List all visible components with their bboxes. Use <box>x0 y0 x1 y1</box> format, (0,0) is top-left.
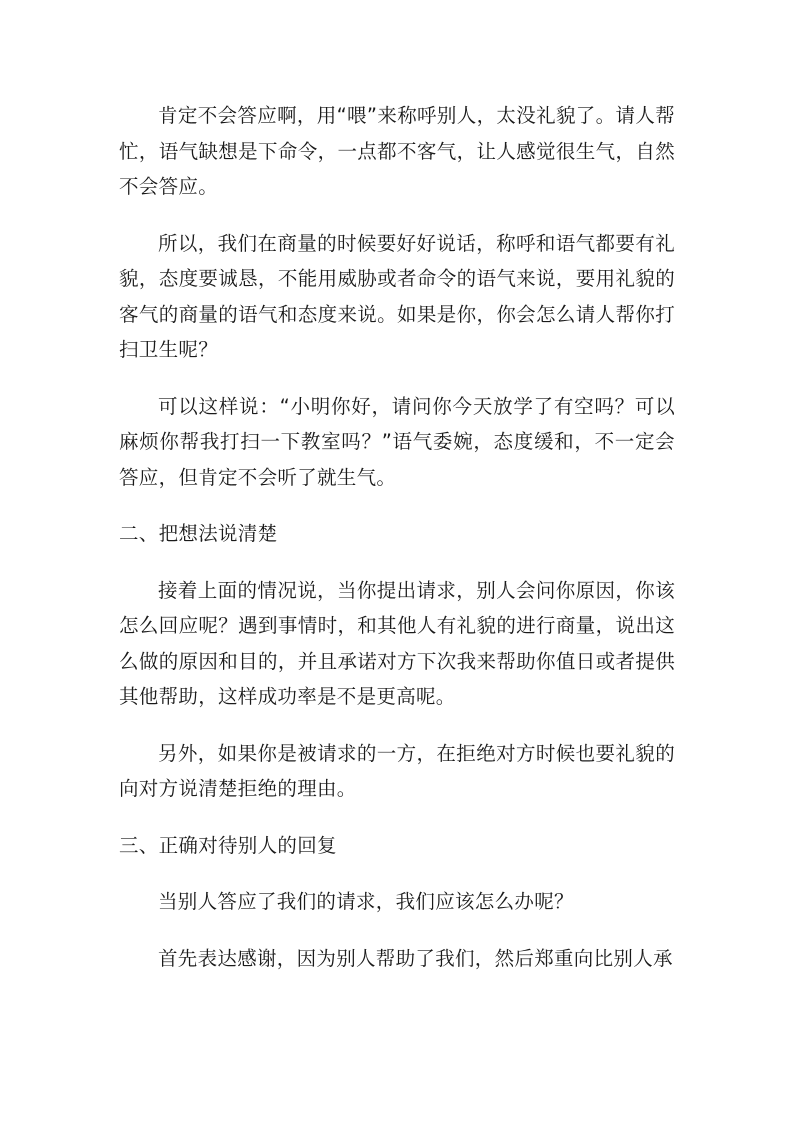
document-body <box>119 98 675 997</box>
paragraph-1: 肯定不会答应啊，用“喂”来称呼别人，太没礼貌了。请人帮忙，语气缺想是下命令，一点都不客气，让人感觉很生气，自然不会答应。 <box>119 104 675 198</box>
paragraph-6: 当别人答应了我们的请求，我们应该怎么办呢？ <box>158 890 574 913</box>
paragraph-4: 接着上面的情况说，当你提出请求，别人会问你原因，你该怎么回应呢？遇到事情时，和其他人有礼貌的进行商量，说出这么做的原因和目的，并且承诺对方下次我来帮助你值日或者提供其他帮助，这样成功率是不是更高呢。 <box>119 578 675 708</box>
paragraph-7: 首先表达感谢，因为别人帮助了我们，然后郑重向比别人承 <box>158 946 673 970</box>
paragraph-3: 可以这样说：“小明你好，请问你今天放学了有空吗？可以麻烦你帮我打扫一下教室吗？”语气委婉，态度缓和，不一定会答应，但肯定不会听了就生气。 <box>119 394 675 489</box>
section-heading-3: 三、正确对待别人的回复 <box>119 833 337 857</box>
section-heading-2: 二、把想法说清楚 <box>119 522 278 545</box>
paragraph-5: 另外，如果你是被请求的一方，在拒绝对方时候也要礼貌的向对方说清楚拒绝的理由。 <box>119 741 675 800</box>
paragraph-2: 所以，我们在商量的时候要好好说话，称呼和语气都要有礼貌，态度要诚恳，不能用威胁或者命令的语气来说，要用礼貌的客气的商量的语气和态度来说。如果是你，你会怎么请人帮你打扫卫生呢？ <box>119 231 675 361</box>
